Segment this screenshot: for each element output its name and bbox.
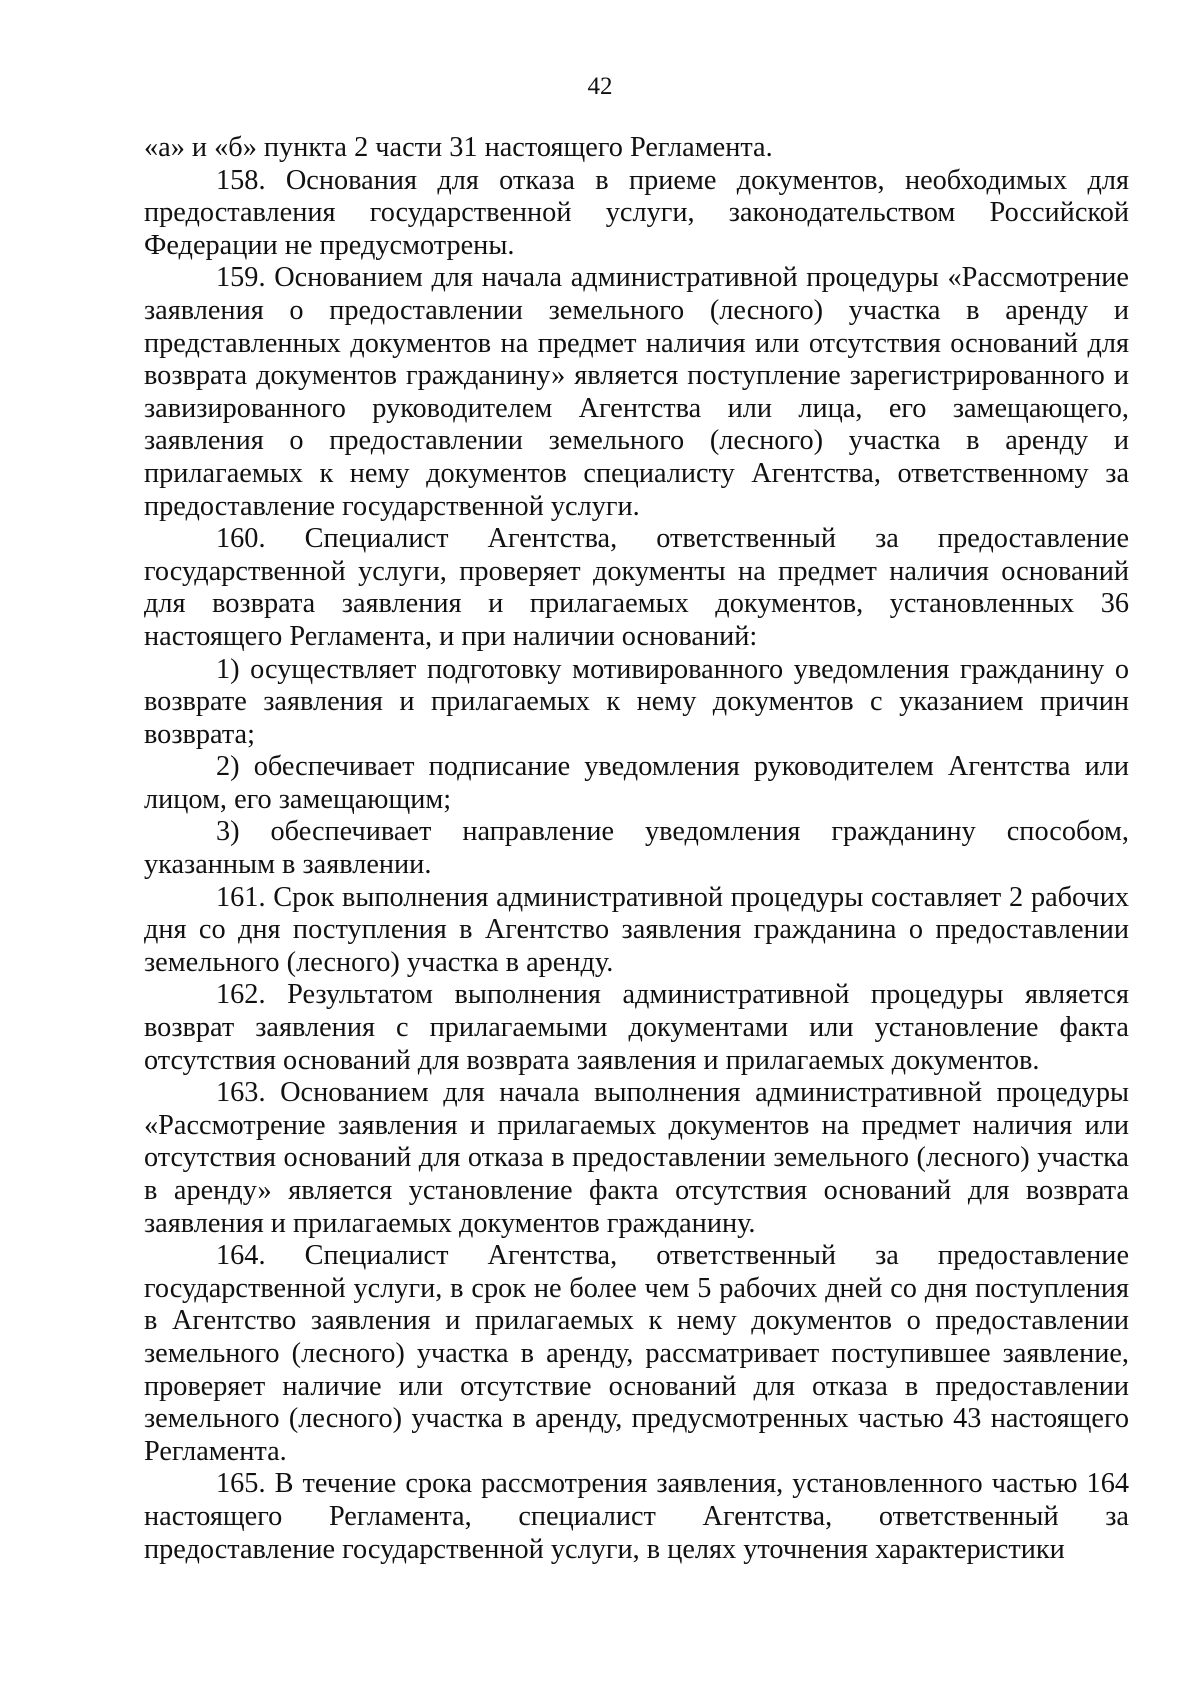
paragraph-160-item-1: 1) осуществляет подготовку мотивированного уведомления гражданину о возврате заявления и прилагаемых к нему документов с указанием причин возврата; bbox=[144, 653, 1129, 750]
page-number: 42 bbox=[587, 73, 613, 100]
paragraph-161: 161. Срок выполнения административной процедуры составляет 2 рабочих дня со дня поступления в Агентство заявления гражданина о предоставлении земельного (лесного) участка в аренду. bbox=[144, 881, 1129, 978]
paragraph-160-item-2: 2) обеспечивает подписание уведомления руководителем Агентства или лицом, его замещающим; bbox=[144, 751, 1129, 815]
paragraph-164: 164. Специалист Агентства, ответственный за предоставление государственной услуги, в срок не более чем 5 рабочих дней со дня поступления в Агентство заявления и прилагаемых к нему документов о предоставлении земельного (лесного) участка в аренду, рассматривает поступившее заявление, проверяет наличие или отсутствие оснований для отказа в предоставлении земельного (лесного) участка в аренду, предусмотренных частью 43 настоящего Регламента. bbox=[144, 1240, 1129, 1467]
document-body bbox=[144, 132, 1129, 1566]
paragraph-163: 163. Основанием для начала выполнения административной процедуры «Рассмотрение заявления и прилагаемых документов на предмет наличия или отсутствия оснований для отказа в предоставлении земельного (лесного) участка в аренду» является установление факта отсутствия оснований для возврата заявления и прилагаемых документов гражданину. bbox=[144, 1077, 1129, 1239]
paragraph-160-item-3: 3) обеспечивает направление уведомления гражданину способом, указанным в заявлении. bbox=[144, 816, 1129, 881]
paragraph-continuation: «а» и «б» пункта 2 части 31 настоящего Регламента. bbox=[144, 132, 773, 163]
paragraph-158: 158. Основания для отказа в приеме документов, необходимых для предоставления государственной услуги, законодательством Российской Федерации не предусмотрены. bbox=[144, 164, 1129, 261]
paragraph-160: 160. Специалист Агентства, ответственный за предоставление государственной услуги, проверяет документы на предмет наличия оснований для возврата заявления и прилагаемых документов, установленных 36 настоящего Регламента, и при наличии оснований: bbox=[144, 523, 1129, 652]
paragraph-165: 165. В течение срока рассмотрения заявления, установленного частью 164 настоящего Регламента, специалист Агентства, ответственный за предоставление государственной услуги, в целях уточнения характеристики bbox=[144, 1468, 1129, 1565]
paragraph-162: 162. Результатом выполнения административной процедуры является возврат заявления с прилагаемыми документами или установление факта отсутствия оснований для возврата заявления и прилагаемых документов. bbox=[144, 979, 1129, 1076]
paragraph-159: 159. Основанием для начала административной процедуры «Рассмотрение заявления о предоставлении земельного (лесного) участка в аренду и представленных документов на предмет наличия или отсутствия оснований для возврата документов гражданину» является поступление зарегистрированного и завизированного руководителем Агентства или лица, его замещающего, заявления о предоставлении земельного (лесного) участка в аренду и прилагаемых к нему документов специалисту Агентства, ответственному за предоставление государственной услуги. bbox=[144, 262, 1129, 522]
